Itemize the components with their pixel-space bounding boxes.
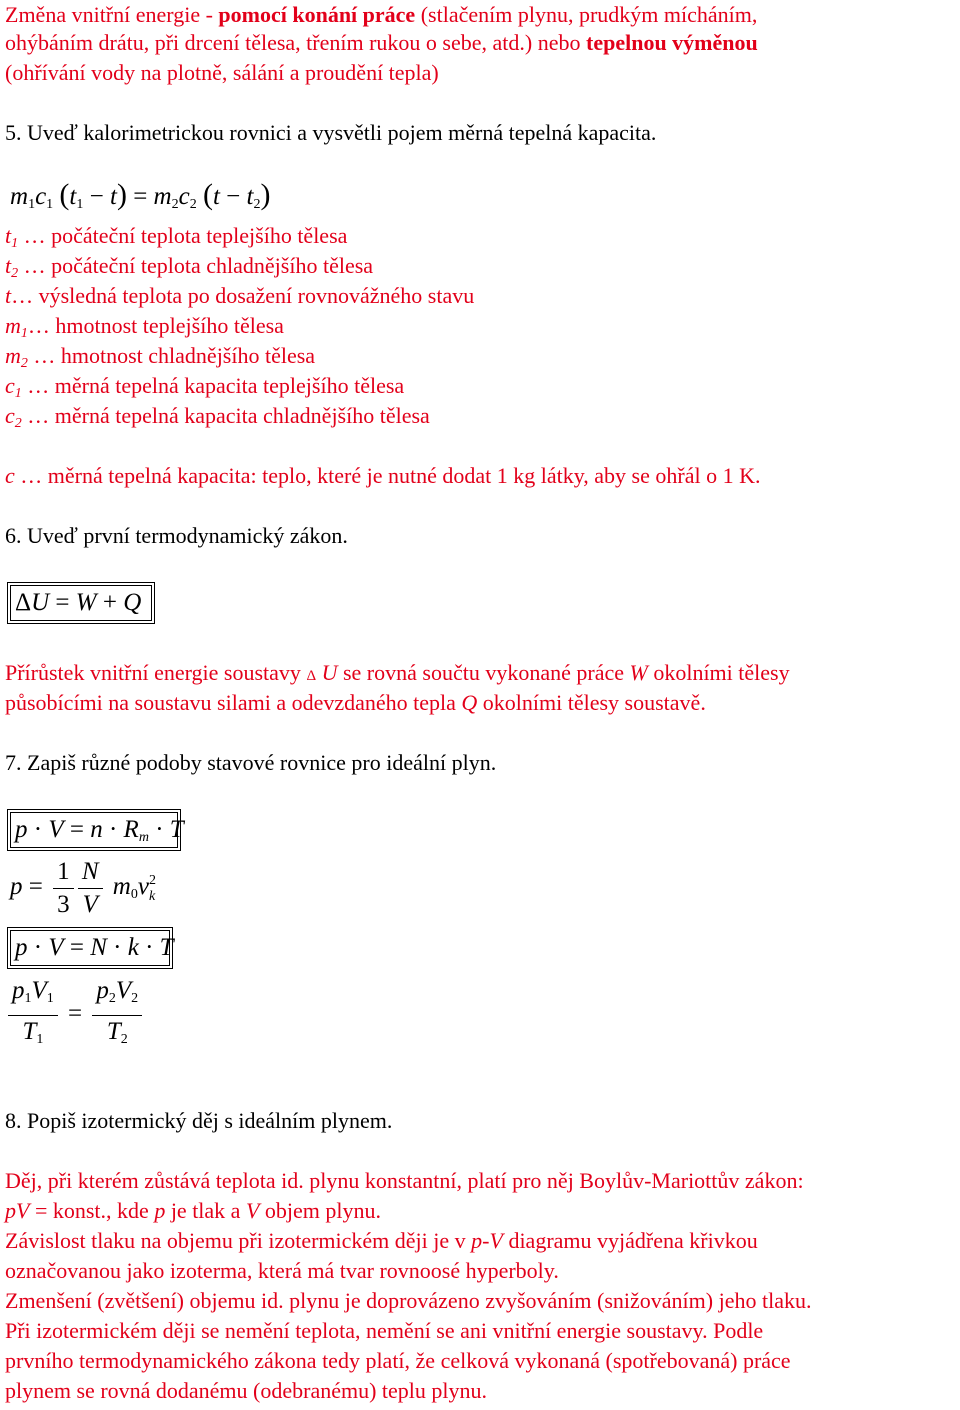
legend-m2: $m_2$ … hmotnost chladnějšího tělesa [5,343,316,371]
isothermal-para-4-line-2: prvního termodynamického zákona tedy platí, že celková vykonaná (spotřebovaná) práce [5,1348,791,1373]
intro-highlight-heat: tepelnou výměnou [586,30,758,55]
legend-t: t… výsledná teplota po dosažení rovnovážného stavu [5,283,475,308]
first-law-box [10,585,152,621]
question-8: 8. Popiš izotermický děj s ideálním plynem. [5,1108,393,1133]
isothermal-para-3: Zmenšení (zvětšení) objemu id. plynu je doprovázeno zvyšováním (snižováním) jeho tlaku. [5,1288,812,1313]
intro-text: Změna vnitřní energie - [5,2,219,27]
state-eq-ratio: $\frac{p_1V_1}{T_1}$ = $\frac{p_2V_2}{T_2}$ [8,975,146,1056]
specific-heat-definition: c … měrná tepelná kapacita: teplo, které je nutné dodat 1 kg látky, aby se ohřál o 1 K. [5,463,761,488]
first-law-formula: ΔU = W + Q [15,589,142,616]
intro-line-1 [5,0,757,30]
isothermal-para-4-line-3: plynem se rovná dodanému (odebranému) teplu plynu. [5,1378,488,1403]
legend-t2: $t_2$ … počáteční teplota chladnějšího tělesa [5,253,374,281]
state-eq-box-1 [10,812,184,848]
question-7: 7. Zapiš různé podoby stavové rovnice pro ideální plyn. [5,750,497,775]
state-eq-box-2 [10,930,174,966]
isothermal-para-1-line-2: pV = konst., kde p je tlak a V objem plynu. [5,1198,382,1223]
first-law-explanation-1: Přírůstek vnitřní energie soustavy Δ U se rovná součtu vykonané práce W okolními tělesy [5,660,790,685]
intro-line-3: (ohřívání vody na plotně, sálání a proudění tepla) [5,60,439,85]
calorimetric-equation: $m_1c_1$ $(t_1 - t) = m_2c_2$ $(t - t_2)$ [10,178,271,212]
intro-text: ohýbáním drátu, při drcení tělesa, třením rukou o sebe, atd.) nebo [5,30,586,55]
legend-c1: $c_1$ … měrná tepelná kapacita teplejšího tělesa [5,373,405,401]
legend-t1: $t_1$ … počáteční teplota teplejšího tělesa [5,223,348,251]
state-eq-boltzmann: p · V = N · k · T [15,934,174,961]
state-eq-molar: $p \cdot V = n \cdot R_m \cdot T$ [15,816,184,845]
legend-c2: $c_2$ … měrná tepelná kapacita chladnějšího tělesa [5,403,430,431]
isothermal-para-1-line-1: Děj, při kterém zůstává teplota id. plynu konstantní, platí pro něj Boylův-Mariottův zákon: [5,1168,804,1193]
state-eq-kinetic: p = $\frac{1}{3}$ $\frac{N}{V}$ $m_0v$ 2 k [10,858,156,918]
isothermal-para-2-line-2: označovanou jako izoterma, která má tvar rovnoosé hyperboly. [5,1258,559,1283]
intro-highlight-work: pomocí konání práce [218,2,416,27]
isothermal-para-2-line-1: Závislost tlaku na objemu při izotermickém ději je v p-V diagramu vyjádřena křivkou [5,1228,758,1253]
first-law-explanation-2: působícími na soustavu silami a odevzdaného tepla Q okolními tělesy soustavě. [5,690,706,715]
legend-m1: $m_1\dots$ hmotnost teplejšího tělesa [5,313,284,341]
intro-text: (stlačením plynu, prudkým mícháním, [415,2,758,27]
isothermal-para-4-line-1: Při izotermickém ději se nemění teplota, nemění se ani vnitřní energie soustavy. Podle [5,1318,764,1343]
question-6: 6. Uveď první termodynamický zákon. [5,523,348,548]
question-5: 5. Uveď kalorimetrickou rovnici a vysvětli pojem měrná tepelná kapacita. [5,120,657,145]
intro-line-2 [5,28,758,58]
